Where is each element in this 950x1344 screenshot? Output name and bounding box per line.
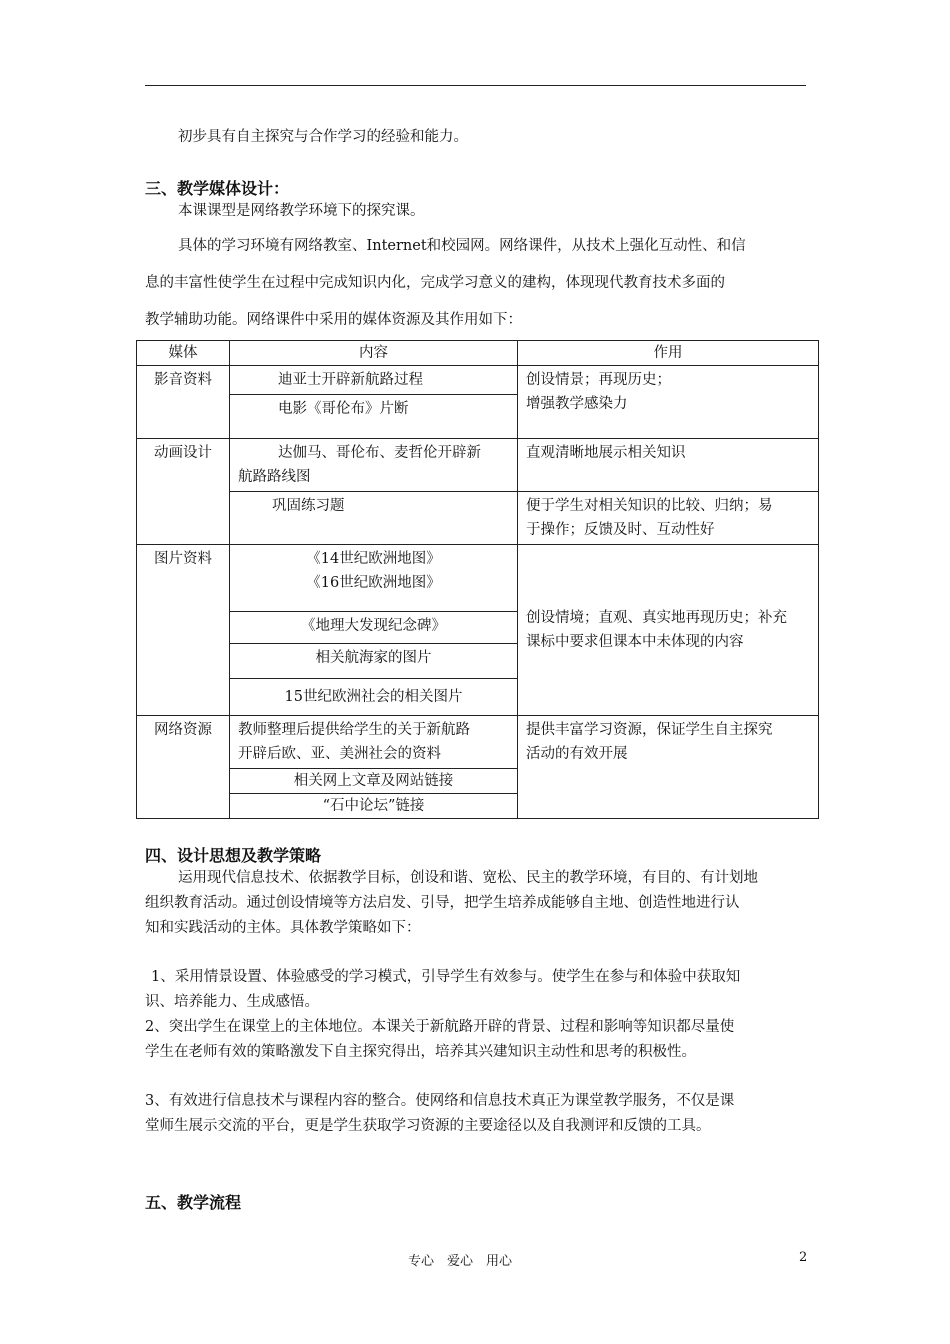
effect-line: 于操作；反馈及时、互动性好: [526, 522, 715, 538]
effect-line: 增强教学感染力: [526, 396, 628, 412]
content-line: 教师整理后提供给学生的关于新航路: [238, 722, 470, 738]
strategy-item-3-line-2: 堂师生展示交流的平台，更是学生获取学习资源的主要途径以及自我测评和反馈的工具。: [145, 1118, 711, 1134]
footer-motto: 专心 爱心 用心: [408, 1254, 513, 1269]
section3-paragraph-1: 本课课型是网络教学环境下的探究课。: [178, 203, 425, 219]
page-number: 2: [799, 1250, 808, 1265]
header-content: 内容: [230, 341, 518, 366]
strategy-item-2-line-1: 2、突出学生在课堂上的主体地位。本课关于新航路开辟的背景、过程和影响等知识都尽量使: [145, 1019, 735, 1035]
section5-heading: 五、教学流程: [145, 1193, 242, 1212]
table-row: [137, 716, 819, 769]
strategy-item-3-line-1: 3、有效进行信息技术与课程内容的整合。使网络和信息技术真正为课堂教学服务，不仅是课: [145, 1093, 735, 1109]
section3-heading: 三、教学媒体设计：: [145, 179, 290, 198]
content-cell: [230, 439, 518, 492]
section3-paragraph-2-line-1: 具体的学习环境有网络教室、Internet和校园网。网络课件，从技术上强化互动性、和信: [178, 238, 746, 254]
content-cell: 15世纪欧洲社会的相关图片: [230, 679, 518, 716]
media-cell: 动画设计: [137, 439, 230, 545]
media-cell: 图片资料: [137, 545, 230, 716]
effect-line: 便于学生对相关知识的比较、归纳；易: [526, 498, 773, 514]
content-cell: 相关航海家的图片: [230, 644, 518, 679]
header-media: 媒体: [137, 341, 230, 366]
effect-line: 创设情景；再现历史；: [526, 372, 671, 388]
table-row: [137, 492, 819, 545]
table-row: [137, 366, 819, 395]
header-effect: 作用: [518, 341, 819, 366]
effect-line: 活动的有效开展: [526, 746, 628, 762]
content-cell: 《地理大发现纪念碑》: [230, 612, 518, 644]
media-resources-table: [136, 340, 819, 819]
section3-paragraph-2-line-3: 教学辅助功能。网络课件中采用的媒体资源及其作用如下：: [145, 312, 522, 328]
intro-line: 初步具有自主探究与合作学习的经验和能力。: [178, 129, 468, 145]
table-row: [137, 439, 819, 492]
content-cell: [230, 716, 518, 769]
effect-line: 提供丰富学习资源，保证学生自主探究: [526, 722, 773, 738]
effect-cell: [518, 492, 819, 545]
content-cell: [230, 545, 518, 612]
section4-intro-line-1: 运用现代信息技术、依据教学目标，创设和谐、宽松、民主的教学环境，有目的、有计划地: [178, 870, 758, 886]
section4-intro-line-3: 知和实践活动的主体。具体教学策略如下：: [145, 920, 421, 936]
content-line: 《14世纪欧洲地图》: [306, 551, 441, 567]
content-cell: “石中论坛”链接: [230, 794, 518, 819]
table-header-row: [137, 341, 819, 366]
effect-cell: [518, 545, 819, 716]
effect-cell: 直观清晰地展示相关知识: [518, 439, 819, 492]
header-rule: [145, 85, 806, 86]
table-row: [137, 545, 819, 612]
content-line: 航路路线图: [238, 469, 311, 485]
content-line: 开辟后欧、亚、美洲社会的资料: [238, 746, 441, 762]
content-line: 达伽马、哥伦布、麦哲伦开辟新: [278, 445, 481, 461]
strategy-item-1-line-1: 1、采用情景设置、体验感受的学习模式，引导学生有效参与。使学生在参与和体验中获取知: [151, 969, 741, 985]
effect-line: 创设情境；直观、真实地再现历史；补充: [526, 610, 787, 626]
content-line: 《16世纪欧洲地图》: [306, 575, 441, 591]
effect-cell: [518, 716, 819, 819]
strategy-item-1-line-2: 识、培养能力、生成感悟。: [145, 994, 319, 1010]
strategy-item-2-line-2: 学生在老师有效的策略激发下自主探究得出，培养其兴建知识主动性和思考的积极性。: [145, 1044, 696, 1060]
content-cell: 巩固练习题: [230, 492, 518, 545]
content-cell: 迪亚士开辟新航路过程: [230, 366, 518, 395]
content-cell: 电影《哥伦布》片断: [230, 395, 518, 439]
section4-intro-line-2: 组织教育活动。通过创设情境等方法启发、引导，把学生培养成能够自主地、创造性地进行认: [145, 895, 740, 911]
section3-paragraph-2-line-2: 息的丰富性使学生在过程中完成知识内化，完成学习意义的建构，体现现代教育技术多面的: [145, 275, 725, 291]
content-cell: 相关网上文章及网站链接: [230, 769, 518, 794]
media-cell: 网络资源: [137, 716, 230, 819]
section4-heading: 四、设计思想及教学策略: [145, 846, 322, 865]
effect-cell: [518, 366, 819, 439]
media-cell: 影音资料: [137, 366, 230, 439]
effect-line: 课标中要求但课本中未体现的内容: [526, 634, 744, 650]
